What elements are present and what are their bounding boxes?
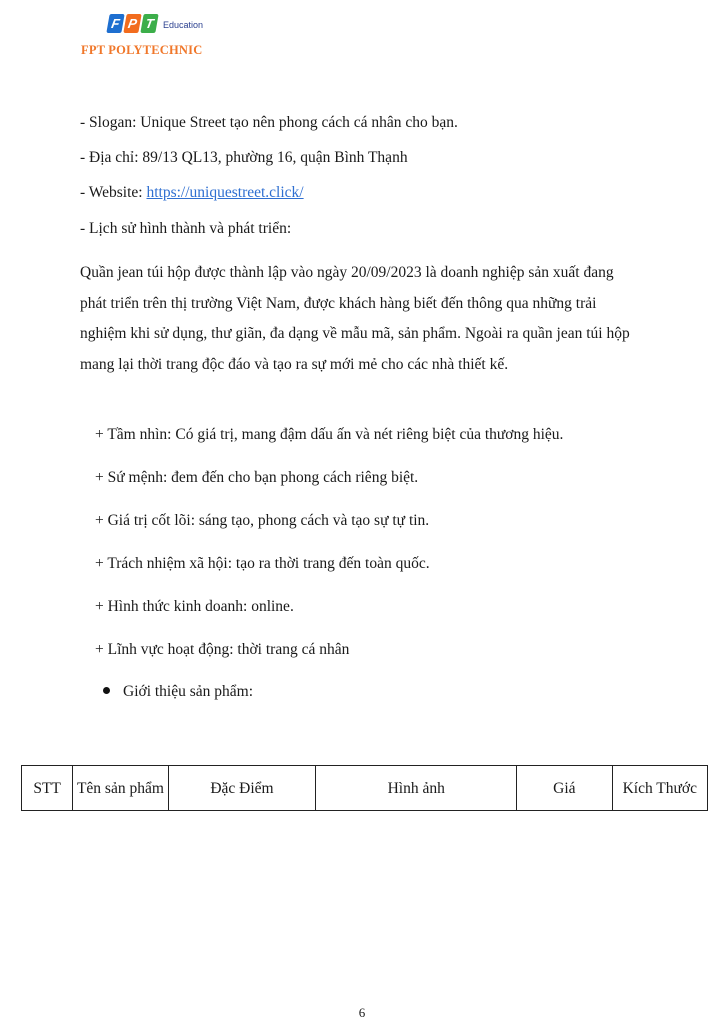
detail-field: + Lĩnh vực hoạt động: thời trang cá nhân bbox=[95, 641, 350, 658]
col-header-stt: STT bbox=[22, 766, 73, 811]
website-label: - Website: bbox=[80, 184, 147, 201]
detail-vision: + Tầm nhìn: Có giá trị, mang đậm dấu ấn và nét riêng biệt của thương hiệu. bbox=[95, 426, 564, 443]
col-header-image: Hình ảnh bbox=[316, 766, 517, 811]
col-header-size: Kích Thước bbox=[612, 766, 707, 811]
col-header-price: Giá bbox=[517, 766, 612, 811]
table-header-row bbox=[22, 766, 708, 811]
slogan-line: - Slogan: Unique Street tạo nên phong cách cá nhân cho bạn. bbox=[80, 114, 458, 131]
logo-subtitle: Education bbox=[163, 20, 204, 30]
detail-core-values: + Giá trị cốt lõi: sáng tạo, phong cách và tạo sự tự tin. bbox=[95, 512, 430, 529]
logo-org-name: FPT POLYTECHNIC bbox=[81, 43, 203, 57]
website-link[interactable]: https://uniquestreet.click/ bbox=[146, 184, 304, 201]
detail-business-model: + Hình thức kinh doanh: online. bbox=[95, 598, 294, 615]
product-intro-item bbox=[103, 683, 253, 701]
col-header-product-name: Tên sản phẩm bbox=[73, 766, 168, 811]
detail-mission: + Sứ mệnh: đem đến cho bạn phong cách riêng biệt. bbox=[95, 469, 419, 486]
col-header-features: Đặc Điểm bbox=[168, 766, 316, 811]
bullet-icon bbox=[103, 687, 110, 694]
page-number: 6 bbox=[358, 1005, 366, 1020]
history-paragraph: Quần jean túi hộp được thành lập vào ngày 20/09/2023 là doanh nghiệp sản xuất đang phát triển trên thị trường Việt Nam, được khách hàng biết đến thông qua những trải nghiệm khi sử dụng, thư giãn, đa dạng về mẫu mã, sản phẩm. Ngoài ra quần jean túi hộp mang lại thời trang độc đáo và tạo ra sự mới mẻ cho các nhà thiết kế. bbox=[80, 264, 630, 373]
logo-letter-t: T bbox=[140, 14, 158, 33]
product-intro-label: Giới thiệu sản phẩm: bbox=[123, 683, 254, 700]
address-line: - Địa chỉ: 89/13 QL13, phường 16, quận Bình Thạnh bbox=[80, 149, 408, 166]
product-table bbox=[21, 765, 708, 811]
fpt-polytechnic-logo bbox=[80, 12, 230, 62]
logo-letter-p: P bbox=[123, 14, 141, 33]
history-heading: - Lịch sử hình thành và phát triển: bbox=[80, 220, 292, 237]
website-line bbox=[80, 184, 304, 202]
detail-social-responsibility: + Trách nhiệm xã hội: tạo ra thời trang đến toàn quốc. bbox=[95, 555, 430, 572]
logo-letter-f: F bbox=[106, 14, 124, 33]
